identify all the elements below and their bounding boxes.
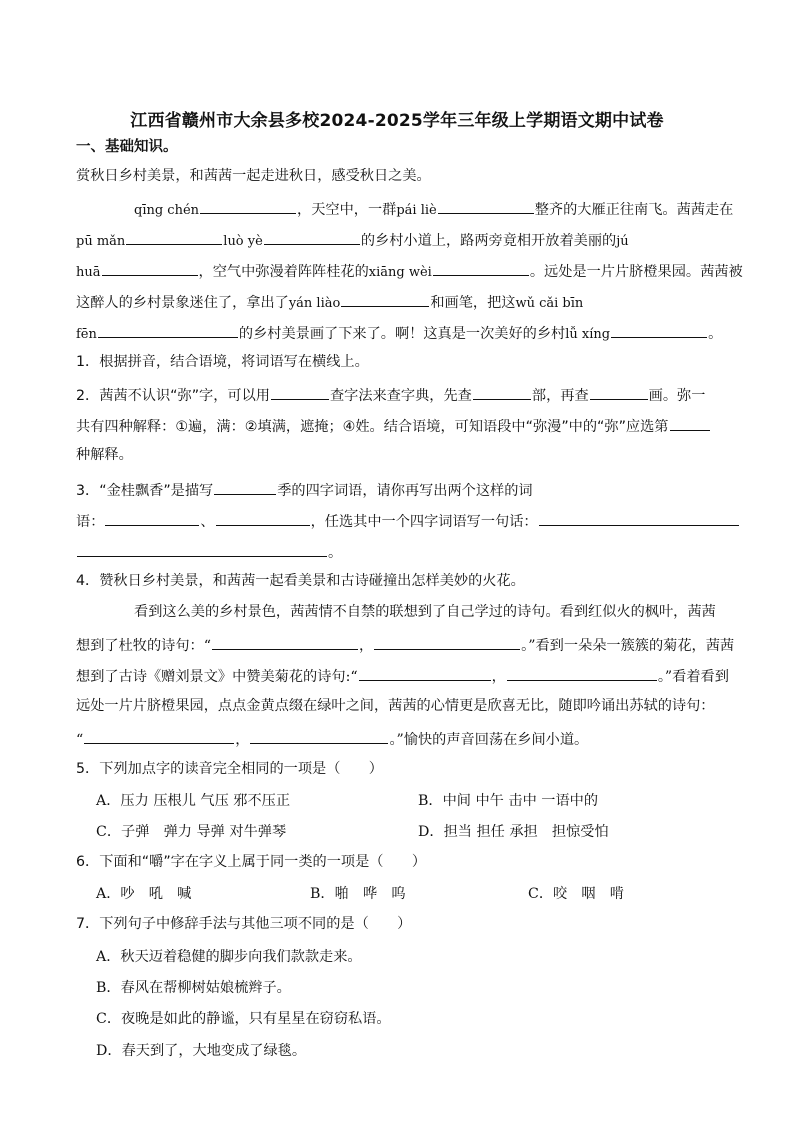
pinyin-ju: jú [616,234,629,249]
question-4-line-2: 想到了杜牧的诗句：“ ， 。”看到一朵朵一簇簇的菊花，茜茜 [76,633,748,656]
option-6a[interactable]: A．吵 吼 喊 [96,886,192,902]
question-4-stem: 4．赞秋日乡村美景，和茜茜一起看美景和古诗碰撞出怎样美妙的火花。 [76,573,525,589]
answer-blank[interactable] [264,228,360,245]
passage-line-4: 这醉人的乡村景象迷住了，拿出了yán liào 和画笔，把这wǔ cǎi bīn [76,290,748,314]
answer-blank[interactable] [539,509,739,526]
pinyin-luoye: luò yè [223,234,263,249]
option-7d[interactable]: D．春天到了，大地变成了绿毯。 [96,1043,307,1059]
passage-line-2: pū mǎn luò yè 的乡村小道上，路两旁竟相开放着美丽的jú [76,228,748,252]
pinyin-xiangwei: xiāng wèi [368,265,432,280]
answer-blank[interactable] [374,633,520,650]
question-7-stem: 7．下列句子中修辞手法与其他三项不同的是（ ） [76,916,412,932]
option-7c[interactable]: C．夜晚是如此的静谧，只有星星在窃窃私语。 [96,1011,391,1027]
pinyin-wucaibinfen: wǔ cǎi bīn [515,296,584,311]
answer-blank[interactable] [473,383,531,400]
answer-blank[interactable] [341,290,429,307]
pinyin-pailie: pái liè [396,203,437,218]
option-5b[interactable]: B．中间 中午 击中 一语中的 [418,793,599,809]
question-4-line-5: “ ， 。”愉快的声音回荡在乡间小道。 [76,727,748,750]
answer-blank[interactable] [105,509,199,526]
passage-line-1: qīng chén ，天空中，一群pái liè 整齐的大雁正往南飞。茜茜走在 [134,197,748,221]
option-6c[interactable]: C．咬 咽 啃 [528,886,624,902]
question-3-line-1: 3．“金桂飘香”是描写 季的四字词语，请你再写出两个这样的词 [76,478,748,501]
answer-blank[interactable] [126,228,222,245]
answer-blank[interactable] [102,259,198,276]
section-heading: 一、基础知识。 [76,139,178,155]
page-title: 江西省赣州市大余县多校2024-2025学年三年级上学期语文期中试卷 [130,111,664,131]
question-3-line-2: 语： 、 ，任选其中一个四字词语写一句话： [76,509,748,532]
passage-line-3: huā ，空气中弥漫着阵阵桂花的xiāng wèi 。远处是一片片脐橙果园。茜茜被 [76,259,748,283]
question-2-line-2: 共有四种解释：①遍，满：②填满，遮掩；④姓。结合语境，可知语段中“弥漫”中的“弥”应选第 [76,414,748,437]
question-4-line-4: 远处一片片脐橙果园，点点金黄点缀在绿叶之间，茜茜的心情更是欣喜无比，随即吟诵出苏轼的诗句： [76,698,715,714]
question-5-stem: 5．下列加点字的读音完全相同的一项是（ ） [76,761,383,777]
option-7b[interactable]: B．春风在帮柳树姑娘梳辫子。 [96,980,291,996]
pinyin-yanliao: yán liào [288,296,341,311]
option-6b[interactable]: B．啪 哗 呜 [310,886,406,902]
question-1: 1．根据拼音，结合语境，将词语写在横线上。 [76,354,369,370]
question-3-line-3: 。 [76,540,748,563]
pinyin-lvxing: lǚ xíng [565,327,611,342]
answer-blank[interactable] [359,664,491,681]
answer-blank[interactable] [433,259,529,276]
answer-blank[interactable] [212,633,358,650]
answer-blank[interactable] [611,321,707,338]
option-5a[interactable]: A．压力 压根儿 气压 邪不压正 [96,793,291,809]
option-7a[interactable]: A．秋天迈着稳健的脚步向我们款款走来。 [96,949,362,965]
answer-blank[interactable] [84,727,234,744]
answer-blank[interactable] [250,727,388,744]
answer-blank[interactable] [216,509,310,526]
option-5d[interactable]: D．担当 担任 承担 担惊受怕 [418,824,609,840]
passage-line-5: fēn 的乡村美景画了下来了。啊！这真是一次美好的乡村lǚ xíng 。 [76,321,748,345]
option-5c[interactable]: C．子弹 弹力 导弹 对牛弹琴 [96,824,287,840]
question-2-line-3: 种解释。 [76,447,133,463]
pinyin-hua: huā [76,265,101,280]
answer-blank[interactable] [670,414,710,431]
answer-blank[interactable] [200,197,296,214]
pinyin-qingchen: qīng chén [134,203,200,218]
answer-blank[interactable] [438,197,534,214]
answer-blank[interactable] [507,664,657,681]
question-6-stem: 6．下面和“嚼”字在字义上属于同一类的一项是（ ） [76,854,427,870]
answer-blank[interactable] [214,478,276,495]
answer-blank[interactable] [77,540,327,557]
answer-blank[interactable] [590,383,648,400]
pinyin-puman: pū mǎn [76,234,126,249]
answer-blank[interactable] [98,321,238,338]
answer-blank[interactable] [271,383,329,400]
pinyin-fen: fēn [76,327,97,342]
question-2-line-1: 2．茜茜不认识“弥”字，可以用 查字法来查字典，先查 部，再查 画。弥一 [76,383,748,406]
intro-text: 赏秋日乡村美景，和茜茜一起走进秋日，感受秋日之美。 [76,168,431,184]
question-4-line-3: 想到了古诗《赠刘景文》中赞美菊花的诗句:“ ， 。”看着看到 [76,664,748,687]
question-4-line-1: 看到这么美的乡村景色，茜茜情不自禁的联想到了自己学过的诗句。看到红似火的枫叶，茜茜 [134,604,716,620]
